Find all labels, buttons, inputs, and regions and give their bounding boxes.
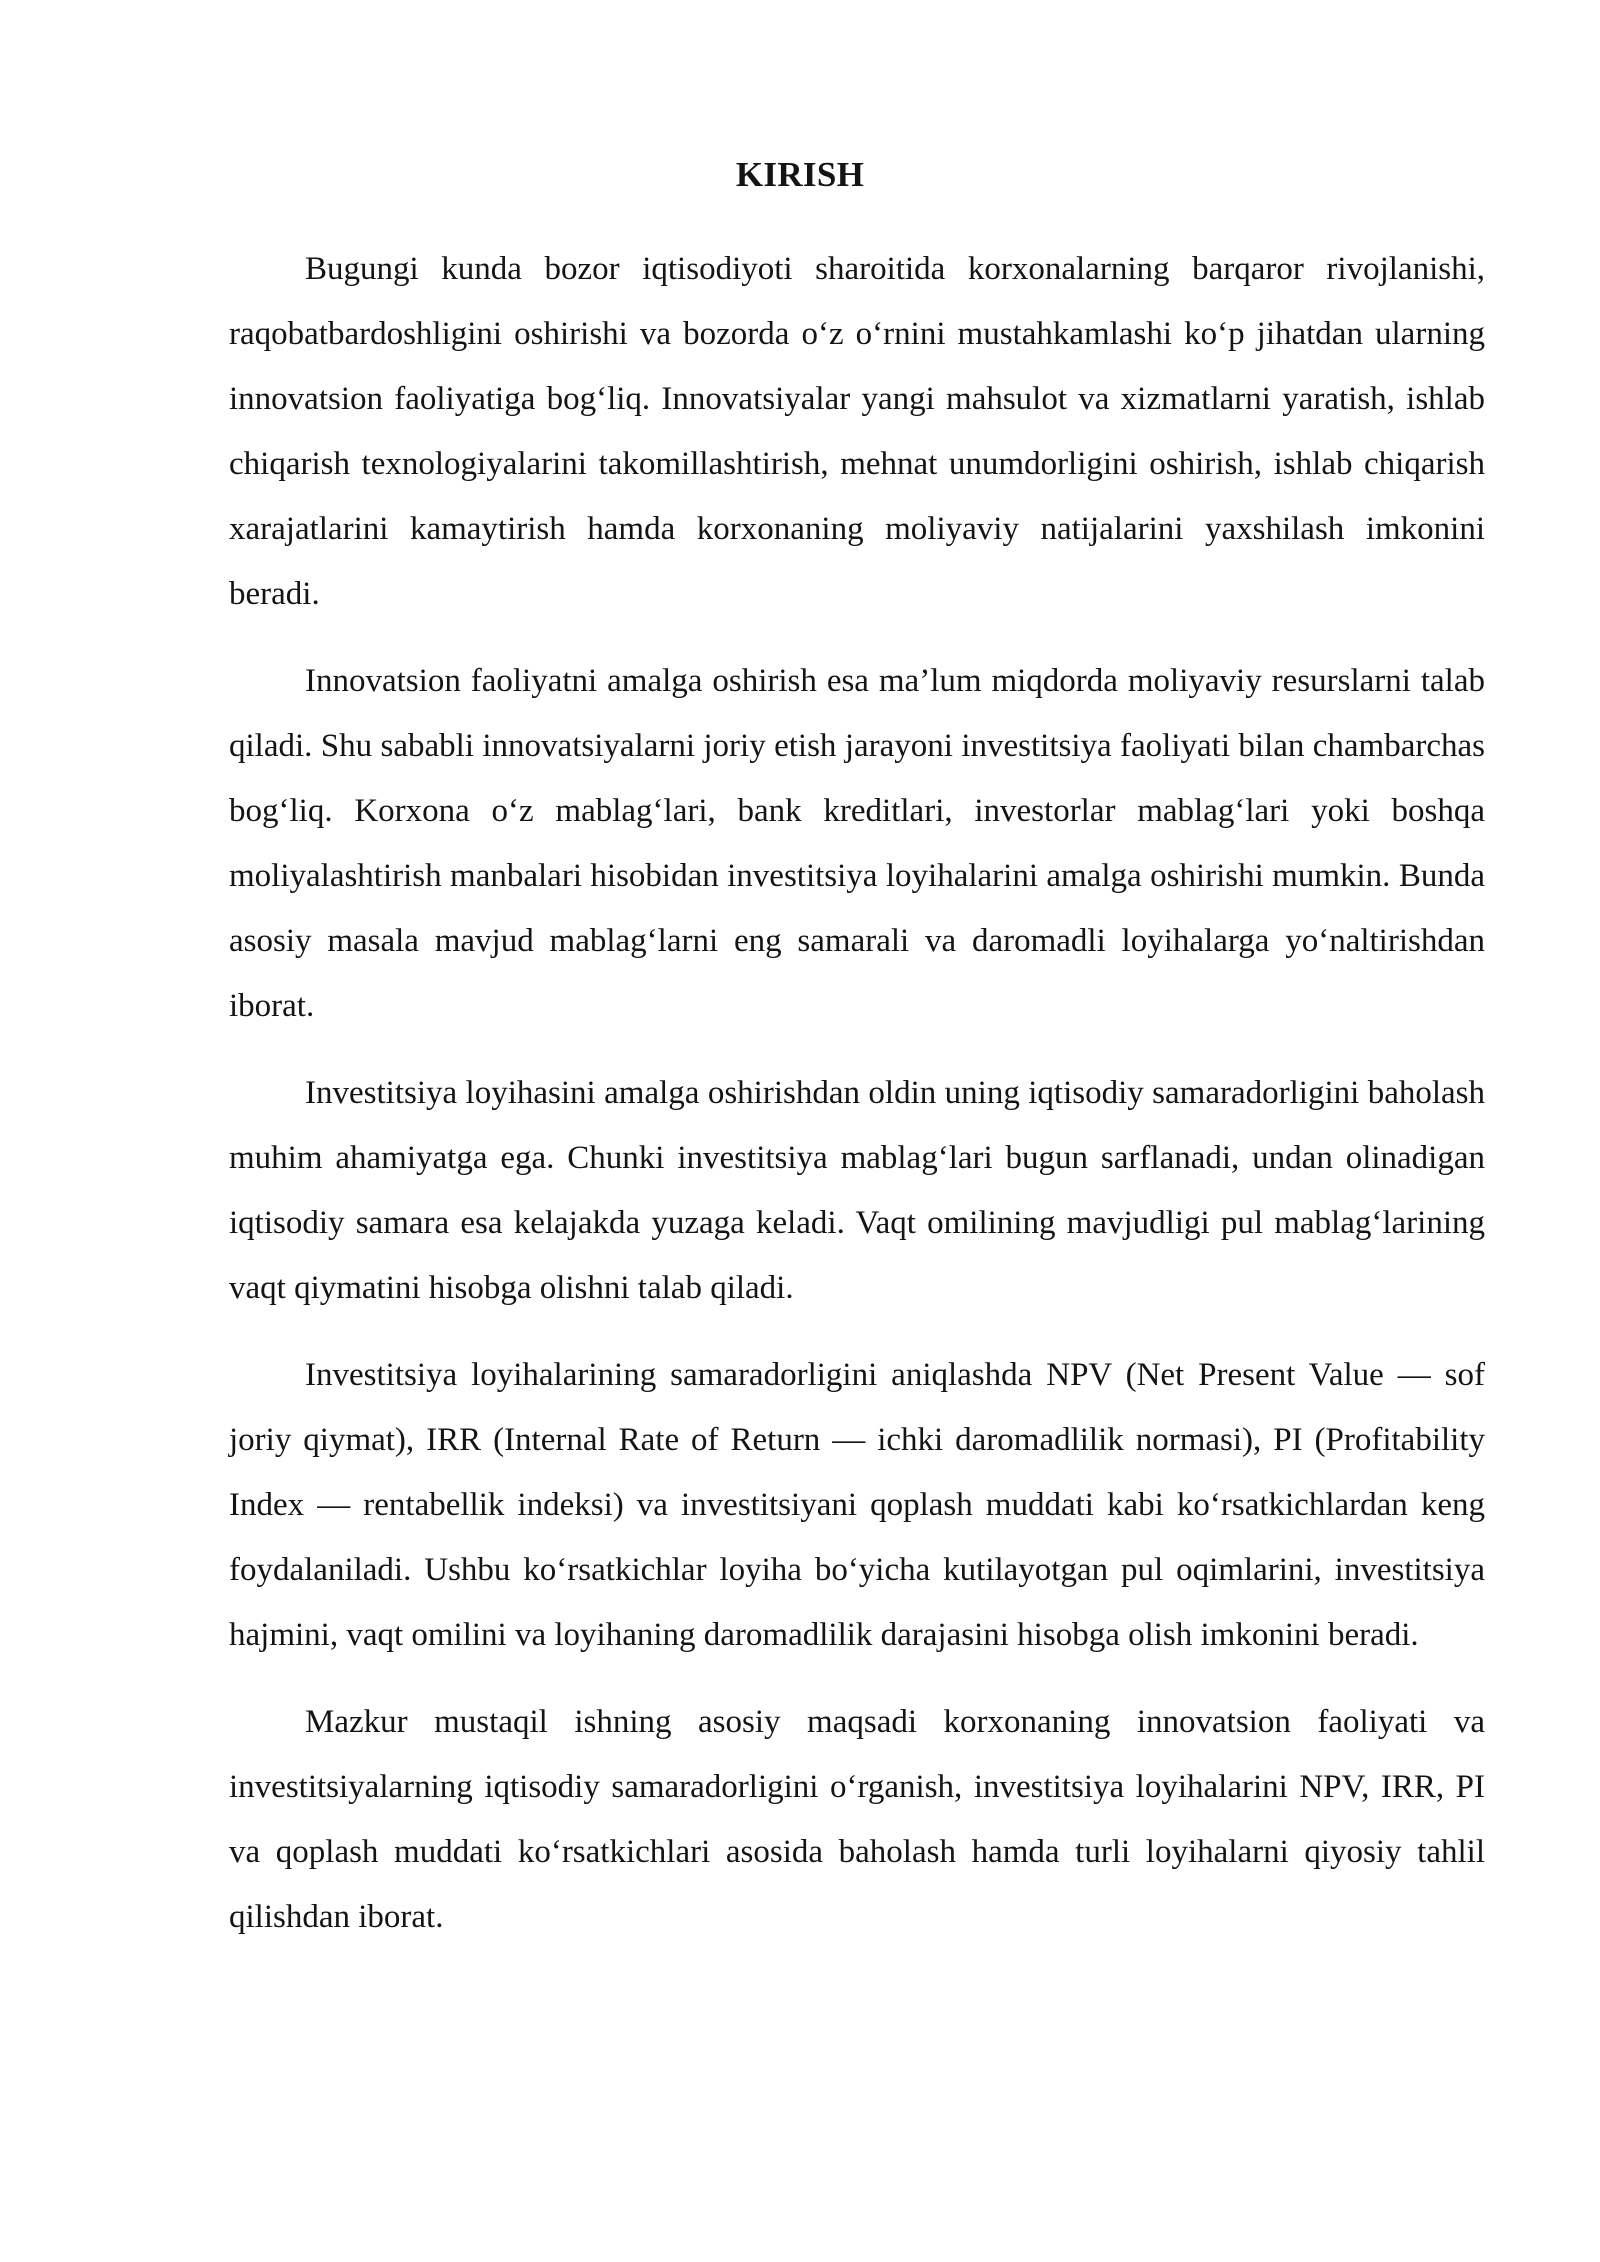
- paragraph-1: Bugungi kunda bozor iqtisodiyoti sharoitida korxonalarning barqaror rivojlanishi, raqobatbardoshligini oshirishi va bozorda o‘z o‘rnini mustahkamlashi ko‘p jihatdan ularning innovatsion faoliyatiga bog‘liq. Innovatsiyalar yangi mahsulot va xizmatlarni yaratish, ishlab chiqarish texnologiyalarini takomillashtirish, mehnat unumdorligini oshirish, ishlab chiqarish xarajatlarini kamaytirish hamda korxonaning moliyaviy natijalarini yaxshilash imkonini beradi.: [229, 251, 1485, 612]
- paragraph-3: Investitsiya loyihasini amalga oshirishdan oldin uning iqtisodiy samaradorligini baholash muhim ahamiyatga ega. Chunki investitsiya mablag‘lari bugun sarflanadi, undan olinadigan iqtisodiy samara esa kelajakda yuzaga keladi. Vaqt omilining mavjudligi pul mablag‘larining vaqt qiymatini hisobga olishni talab qiladi.: [229, 1075, 1485, 1306]
- paragraph-4: Investitsiya loyihalarining samaradorligini aniqlashda NPV (Net Present Value — sof joriy qiymat), IRR (Internal Rate of Return — ichki daromadlilik normasi), PI (Profitability Index — rentabellik indeksi) va investitsiyani qoplash muddati kabi ko‘rsatkichlardan keng foydalaniladi. Ushbu ko‘rsatkichlar loyiha bo‘yicha kutilayotgan pul oqimlarini, investitsiya hajmini, vaqt omilini va loyihaning daromadlilik darajasini hisobga olish imkonini beradi.: [229, 1357, 1485, 1653]
- paragraph-5: Mazkur mustaqil ishning asosiy maqsadi korxonaning innovatsion faoliyati va investitsiyalarning iqtisodiy samaradorligini o‘rganish, investitsiya loyihalarini NPV, IRR, PI va qoplash muddati ko‘rsatkichlari asosida baholash hamda turli loyihalarni qiyosiy tahlil qilishdan iborat.: [229, 1704, 1485, 1935]
- section-title: KIRISH: [735, 155, 865, 194]
- paragraph-2: Innovatsion faoliyatni amalga oshirish esa ma’lum miqdorda moliyaviy resurslarni talab qiladi. Shu sababli innovatsiyalarni joriy etish jarayoni investitsiya faoliyati bilan chambarchas bog‘liq. Korxona o‘z mablag‘lari, bank kreditlari, investorlar mablag‘lari yoki boshqa moliyalashtirish manbalari hisobidan investitsiya loyihalarini amalga oshirishi mumkin. Bunda asosiy masala mavjud mablag‘larni eng samarali va daromadli loyihalarga yo‘naltirishdan iborat.: [229, 663, 1485, 1024]
- body-text: [229, 237, 1485, 1972]
